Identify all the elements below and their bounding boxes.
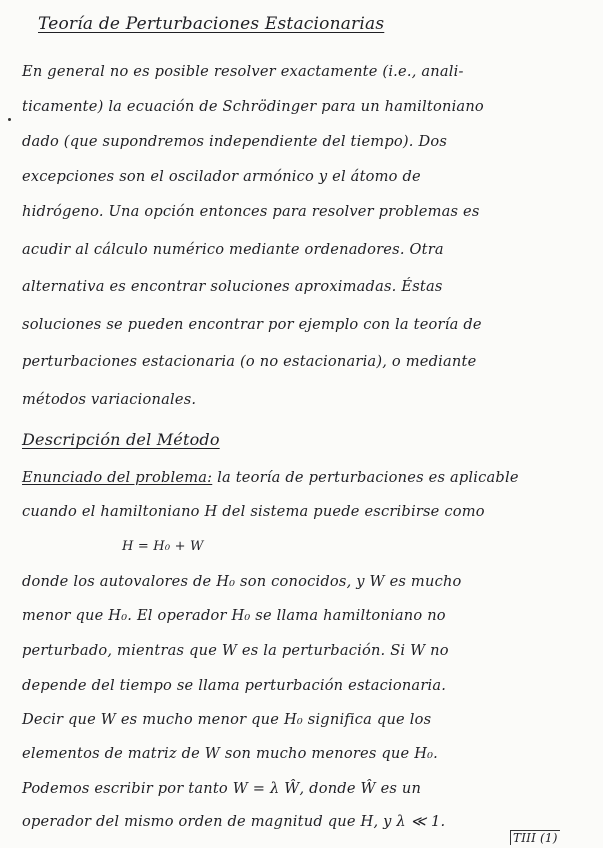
text-line: En general no es posible resolver exactamente (i.e., anali- — [22, 63, 464, 80]
text-line: acudir al cálculo numérico mediante ordenadores. Otra — [22, 241, 444, 258]
ink-dot — [8, 118, 11, 121]
text-line: métodos variacionales. — [22, 391, 197, 408]
section-heading: Descripción del Método — [22, 430, 220, 449]
hamiltonian-equation: H = H₀ + W — [122, 539, 204, 554]
text-line: elementos de matriz de W son mucho menores que H₀. — [22, 745, 439, 762]
text-line: menor que H₀. El operador H₀ se llama hamiltoniano no — [22, 607, 446, 624]
text-line: dado (que supondremos independiente del tiempo). Dos — [22, 133, 448, 150]
statement-line — [22, 469, 519, 486]
text-line: hidrógeno. Una opción entonces para resolver problemas es — [22, 203, 480, 220]
page-title: Teoría de Perturbaciones Estacionarias — [38, 14, 385, 34]
text-line: excepciones son el oscilador armónico y el átomo de — [22, 168, 421, 185]
text-line: ticamente) la ecuación de Schrödinger para un hamiltoniano — [22, 98, 484, 115]
text-line: cuando el hamiltoniano H del sistema puede escribirse como — [22, 503, 485, 520]
statement-label: Enunciado del problema: — [22, 469, 213, 486]
text-line: Podemos escribir por tanto W = λ Ŵ, donde Ŵ es un — [22, 780, 422, 797]
page-number: TIII (1) — [510, 830, 560, 845]
statement-text: la teoría de perturbaciones es aplicable — [212, 469, 519, 486]
text-line: operador del mismo orden de magnitud que H, y λ ≪ 1. — [22, 813, 446, 830]
text-line: perturbaciones estacionaria (o no estacionaria), o mediante — [22, 353, 477, 370]
text-line: soluciones se pueden encontrar por ejemplo con la teoría de — [22, 316, 482, 333]
text-line: Decir que W es mucho menor que H₀ significa que los — [22, 711, 432, 728]
text-line: donde los autovalores de H₀ son conocidos, y W es mucho — [22, 573, 462, 590]
text-line: perturbado, mientras que W es la perturbación. Si W no — [22, 642, 449, 659]
text-line: depende del tiempo se llama perturbación estacionaria. — [22, 677, 447, 694]
text-line: alternativa es encontrar soluciones aproximadas. Éstas — [22, 278, 443, 295]
